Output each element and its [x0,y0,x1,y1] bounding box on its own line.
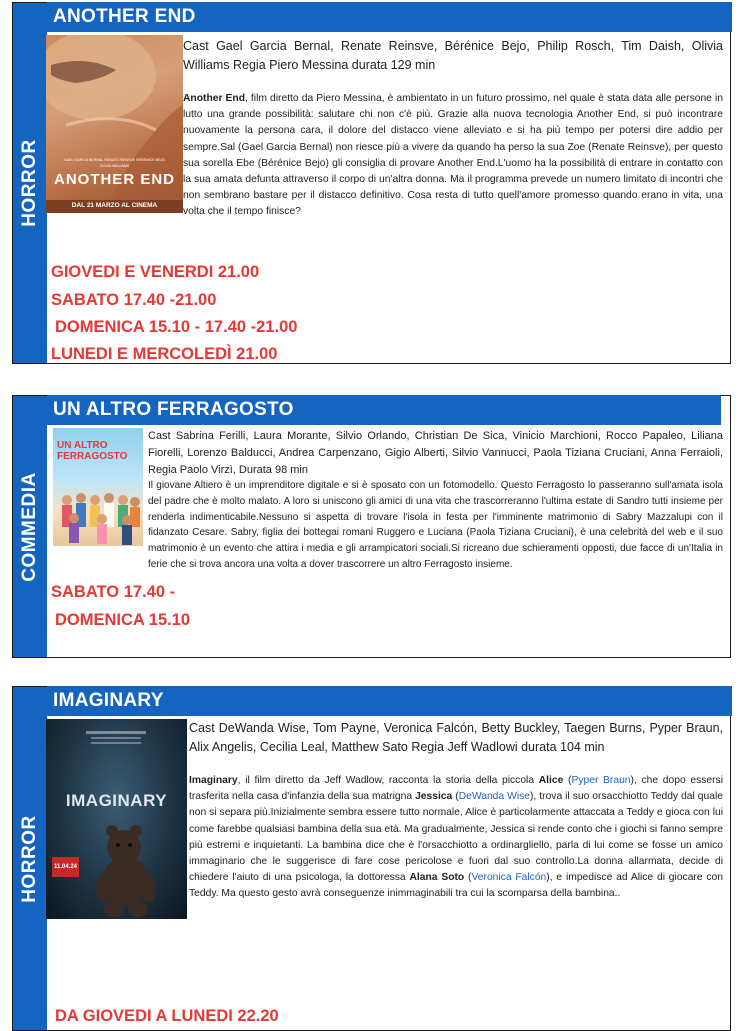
title-bar [47,2,732,32]
plot-synopsis: Imaginary, il film diretto da Jeff Wadlow, racconta la storia della piccola Alice (Pyper Braun), che dopo essersi trasferita nella casa d'infanzia della sua matrigna Jessica (DeWanda Wise), trova il suo orsacchiotto Teddy dal quale non si separa più.Inizialmente sembra essere tutto normale, Alice è particolarmente attaccata a Teddy e gioca con lui come farebbe qualsiasi bambina della sua età. Ma gradualmente, Jessica si rende conto che i giochi si fanno sempre più estremi e inquietanti. La bambina dice che è l'orsacchiotto a ordinargliello, parla di lui come se fosse un amico immaginario che le suggerisce di fare cose pericolose e fuori dal suo controllo.La donna allarmata, decide di chiedere l'aiuto di una psicologa, la dottoressa Alana Soto (Veronica Falcón), e impedisce ad Alice di giocare con Teddy. Ma questo gesto avrà conseguenze inimmaginabili tra cui la scomparsa della bambina.. [189,775,724,900]
plot-synopsis [183,91,723,221]
movie-poster [53,428,143,546]
poster-caption: ANOTHER END [53,171,175,188]
actor-name: Veronica Falcón [471,872,547,884]
schedule-line: SABATO 17.40 - [51,583,176,601]
schedule-line: DOMENICA 15.10 [55,611,191,629]
plot-title: Another End [183,93,245,104]
poster-sub-line: OLIVIA WILLIAMS [99,164,130,168]
poster-caption: UN ALTRO FERRAGOSTO [57,440,128,462]
schedule-line: DOMENICA 15.10 - 17.40 -21.00 [55,318,298,336]
character-name: Jessica [415,791,453,803]
genre-sidebar [13,687,47,1030]
movie-card-imaginary [12,686,731,1031]
schedule-line: LUNEDI E MERCOLEDÌ 21.00 [51,345,278,363]
poster-caption: IMAGINARY [65,791,168,810]
schedule-line: DA GIOVEDI A LUNEDI 22.20 [55,1007,279,1025]
schedule-line: GIOVEDI E VENERDI 21.00 [51,263,260,281]
genre-sidebar [13,3,47,363]
cast-credits: Cast Sabrina Ferilli, Laura Morante, Silvio Orlando, Christian De Sica, Vinicio Marchioni, Rocco Papaleo, Liliana Fiorelli, Lorenzo Balducci, Andrea Carpenzano, Gigio Alberti, Silvio Vannucci, Paola Tiziana Cruciani, Anna Ferraioli, Regia Paolo Virzì, Durata 98 min [148,430,723,476]
actor-name: DeWanda Wise [458,791,530,803]
movie-poster [46,35,183,213]
character-name: Alana Soto [409,872,465,884]
poster-date-line: DAL 21 MARZO AL CINEMA [71,202,158,209]
actor-name: Pyper Braun [571,775,631,786]
movie-poster [46,719,187,919]
schedule-line: SABATO 17.40 -21.00 [51,291,217,309]
genre-label: COMMEDIA [19,471,40,582]
release-date-badge: 11.04.24 [52,857,79,877]
title-bar [47,686,732,716]
cast-credits: Cast DeWanda Wise, Tom Payne, Veronica Falcón, Betty Buckley, Taegen Burns, Pyper Braun, Alix Angelis, Cecilia Leal, Matthew Sato Regia Jeff Wadlowi durata 104 min [189,721,723,754]
cast-credits: Cast Gael Garcia Bernal, Renate Reinsve, Bérénice Bejo, Philip Rosch, Tim Daish, Olivia Williams Regia Piero Messina durata 129 min [183,39,723,72]
genre-label: HORROR [19,814,40,903]
plot-title: Imaginary [189,775,238,786]
genre-sidebar [13,396,47,657]
poster-cast-line: GAEL GARCIA BERNAL RENATE REINSVE BÉRÉNICE BEJO [63,158,166,162]
character-name: Alice [538,775,564,786]
plot-synopsis: Il giovane Altiero è un imprenditore digitale e si è sposato con un fotomodello. Questo Ferragosto lo passeranno sull'amata isola del padre che è molto malato. A loro si uniscono gli amici di una vita che trascorreranno l'ultima estate di Sandro tutti insieme per renderla indimenticabile.Nessuno si aspetta di trovare l'isola in festa per l'imminente matrimonio di Sabry Mazzalupi con il fidanzato Cesare. Sabry, figlia dei bottegai romani Ruggero e Luciana (Paola Tiziana Cruciani), è una celebrità del web e il suo matrimonio è un evento che attira i media e gli arrampicatori sociali.Si ricreano due schieramenti opposti, due facce di un'Italia in ferie che si trova ancora una volta a dover trascorrere un altro Ferragosto insieme. [148,480,723,570]
plot-text: ), e impedisce ad Alice di giocare con Teddy. Ma questo gesto avrà conseguenze inimmaginabili tra cui la scomparsa della bambina.. [189,872,724,900]
plot-text: , film diretto da Piero Messina, è ambientato in un futuro prossimo, nel quale è stata data alle persone in lutto una grande possibilità: salutare chi non c'è più. Grazie alla nuova tecnologia Another End, si può incontrare nuovamente la persona cara, il dolore del distacco viene alleviato e si ha più tempo per potersi dire addio per sempre.Sal (Gael Garcia Bernal) non riesce più a vivere da quando ha perso la sua Zoe (Renate Reinsve), per questo sua sorella Ebe (Bérénice Bejo) gli consiglia di provare Another End.L'uomo ha la possibilità di entrare in contatto con la sua amata defunta attraverso il corpo di un'altra donna. Ma il programma prevede un numero limitato di incontri che non sembrano bastare per il distacco definitivo. Cosa resta di tutto quell'amore promesso quando erano in vita, una volta che il tempo finisce? [183,93,723,218]
movie-card-another-end [12,2,731,364]
genre-label: HORROR [19,139,40,227]
movie-card-un-altro-ferragosto [12,395,731,658]
poster-art [46,719,187,919]
plot-text: , il film diretto da Jeff Wadlow, racconta la storia della piccola [237,775,539,786]
poster-art [53,428,143,546]
movie-title: IMAGINARY [53,690,164,711]
title-bar [47,395,721,425]
plot-text: ), che dopo essersi trasferita nella casa d'infanzia della sua matrigna [189,775,723,803]
movie-title: UN ALTRO FERRAGOSTO [53,399,294,420]
movie-title: ANOTHER END [53,6,196,27]
plot-text: ), trova il suo orsacchiotto Teddy dal quale non si separa più.Inizialmente sembra essere tutto normale, Alice è particolarmente attaccata a Teddy e gioca con lui come farebbe qualsiasi bambina della sua età. Ma gradualmente, Jessica si rende conto che i giochi si fanno sempre più estremi e inquietanti. La bambina dice che è l'orsacchiotto a ordinargliello, parla di lui come se fosse un amico immaginario che le suggerisce di fare cose pericolose e fuori dal suo controllo.La donna allarmata, decide di chiedere l'aiuto di una psicologa, la dottoressa [189,791,723,884]
